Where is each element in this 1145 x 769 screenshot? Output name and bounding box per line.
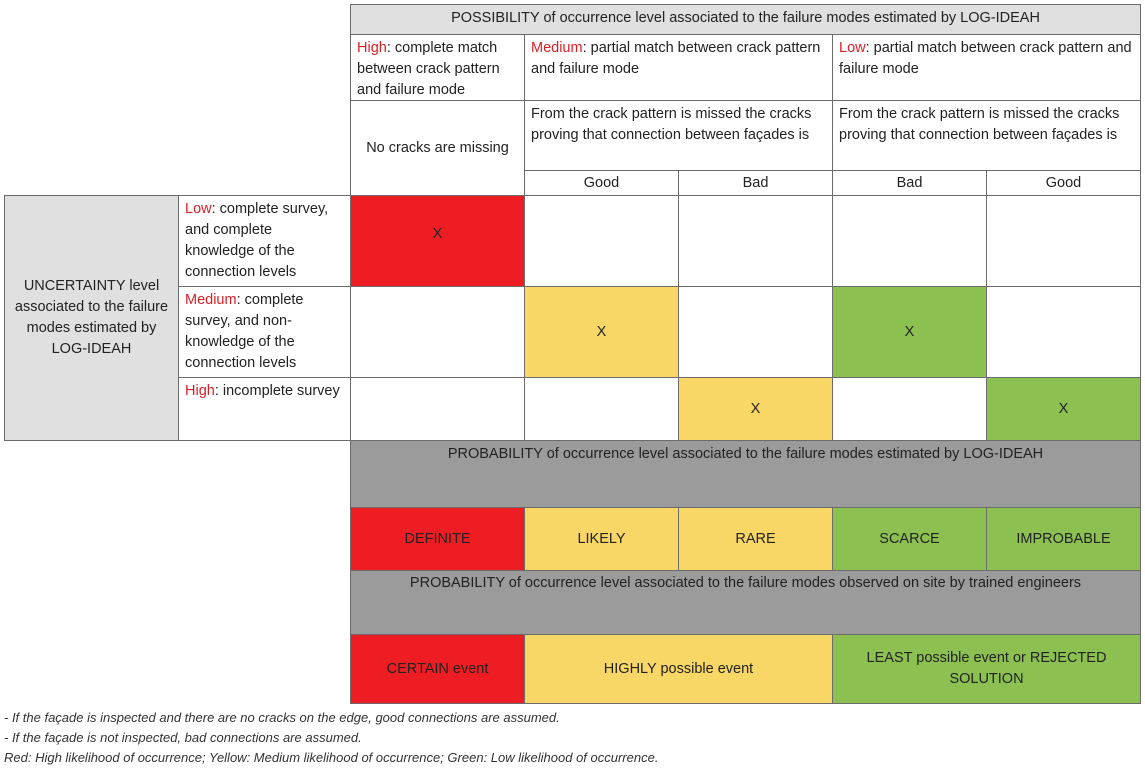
uncertainty-high: High: incomplete survey xyxy=(178,377,351,441)
uncertainty-low: Low: complete survey, and complete knowledge of the connection levels xyxy=(178,195,351,287)
missed-cracks-medium: From the crack pattern is missed the cracks proving that connection between façades is xyxy=(524,100,833,171)
level-highly-possible: HIGHLY possible event xyxy=(524,634,833,704)
level-least-possible: LEAST possible event or REJECTED SOLUTION xyxy=(832,634,1141,704)
cell-low-low-good xyxy=(986,195,1141,287)
cell-high-high xyxy=(350,377,525,441)
level-certain: CERTAIN event xyxy=(350,634,525,704)
cell-high-medium-good xyxy=(524,377,679,441)
cell-high-low-bad xyxy=(832,377,987,441)
note-inspected: - If the façade is inspected and there are no cracks on the edge, good connections are assumed. xyxy=(4,710,560,725)
cell-medium-low-good xyxy=(986,286,1141,378)
cell-high-low-good: X xyxy=(986,377,1141,441)
no-cracks-missing: No cracks are missing xyxy=(350,100,525,196)
cell-medium-medium-bad xyxy=(678,286,833,378)
connection-good-1: Good xyxy=(524,170,679,196)
possibility-high: High: complete match between crack pattern and failure mode xyxy=(350,34,525,101)
level-improbable: IMPROBABLE xyxy=(986,507,1141,571)
connection-good-2: Good xyxy=(986,170,1141,196)
cell-low-medium-good xyxy=(524,195,679,287)
uncertainty-medium: Medium: complete survey, and non-knowledge of the connection levels xyxy=(178,286,351,378)
cell-low-high: X xyxy=(350,195,525,287)
note-not-inspected: - If the façade is not inspected, bad connections are assumed. xyxy=(4,730,362,745)
possibility-header: POSSIBILITY of occurrence level associated to the failure modes estimated by LOG-IDEAH xyxy=(350,4,1141,35)
level-likely: LIKELY xyxy=(524,507,679,571)
cell-medium-medium-good: X xyxy=(524,286,679,378)
possibility-low: Low: partial match between crack pattern and failure mode xyxy=(832,34,1141,101)
connection-bad-2: Bad xyxy=(832,170,987,196)
possibility-medium: Medium: partial match between crack pattern and failure mode xyxy=(524,34,833,101)
uncertainty-header: UNCERTAINTY level associated to the failure modes estimated by LOG-IDEAH xyxy=(4,195,179,441)
connection-bad-1: Bad xyxy=(678,170,833,196)
probability-observed-header: PROBABILITY of occurrence level associated to the failure modes observed on site by trained engineers xyxy=(350,570,1141,635)
cell-low-medium-bad xyxy=(678,195,833,287)
missed-cracks-low: From the crack pattern is missed the cracks proving that connection between façades is xyxy=(832,100,1141,171)
cell-medium-high xyxy=(350,286,525,378)
level-scarce: SCARCE xyxy=(832,507,987,571)
level-rare: RARE xyxy=(678,507,833,571)
level-definite: DEFINITE xyxy=(350,507,525,571)
cell-medium-low-bad: X xyxy=(832,286,987,378)
cell-low-low-bad xyxy=(832,195,987,287)
cell-high-medium-bad: X xyxy=(678,377,833,441)
note-color-legend: Red: High likelihood of occurrence; Yellow: Medium likelihood of occurrence; Green: Low likelihood of occurrence. xyxy=(4,750,659,765)
probability-estimated-header: PROBABILITY of occurrence level associated to the failure modes estimated by LOG-IDEAH xyxy=(350,440,1141,508)
